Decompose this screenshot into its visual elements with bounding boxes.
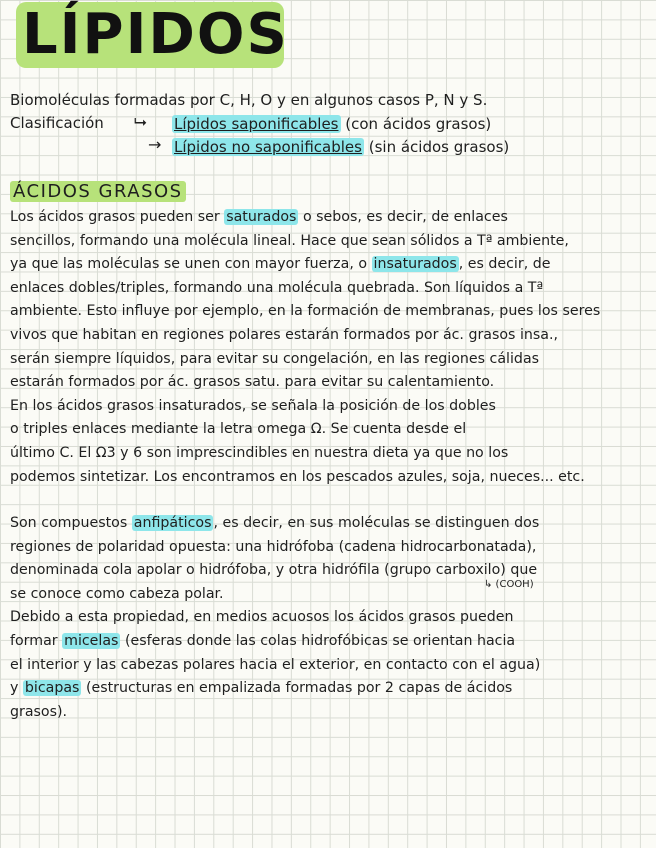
arrow-icon: ⮡ [134, 112, 147, 131]
text-line: Los ácidos grasos pueden ser saturados o sebos, es decir, de enlaces [10, 209, 508, 225]
intro-line: Biomoléculas formadas por C, H, O y en algunos casos P, N y S. [10, 91, 488, 109]
text-line: último C. El Ω3 y 6 son imprescindibles en nuestra dieta ya que no los [10, 444, 509, 461]
paragraph-acidos-grasos [10, 206, 650, 489]
class-item-no-saponificables [172, 137, 509, 157]
text-line: formar micelas (esferas donde las colas hidrofóbicas se orientan hacia [10, 632, 516, 649]
text-line: serán siempre líquidos, para evitar su congelación, en las regiones cálidas [10, 350, 540, 367]
text-line: vivos que habitan en regiones polares estarán formados por ác. grasos insa., [10, 326, 558, 343]
text-line: denominada cola apolar o hidrófoba, y otra hidrófila (grupo carboxilo) que [10, 562, 538, 579]
text-line: Son compuestos anfipáticos , es decir, en sus moléculas se distinguen dos [10, 515, 540, 531]
arrow-icon: → [148, 135, 162, 154]
text-line: o triples enlaces mediante la letra omega Ω. Se cuenta desde el [10, 421, 467, 438]
text-line: regiones de polaridad opuesta: una hidrófoba (cadena hidrocarbonatada), [10, 538, 537, 555]
text-line: enlaces dobles/triples, formando una molécula quebrada. Son líquidos a Tª [10, 279, 544, 296]
class2-label: Lípidos no saponificables [174, 138, 362, 156]
text-line: y bicapas (estructuras en empalizada formadas por 2 capas de ácidos [10, 680, 513, 697]
cooh-annotation: ↳ (COOH) [484, 579, 534, 590]
class1-note: (con ácidos grasos) [345, 115, 492, 133]
paragraph-anfipaticos [10, 512, 650, 724]
text-line: ya que las moléculas se unen con mayor fuerza, o insaturados , es decir, de [10, 256, 551, 273]
text-line: se conoce como cabeza polar. [10, 585, 224, 602]
class-item-saponificables [172, 114, 491, 134]
title-highlight [16, 2, 289, 68]
text-line: Debido a esta propiedad, en medios acuosos los ácidos grasos pueden [10, 609, 514, 626]
class1-label: Lípidos saponificables [174, 115, 339, 133]
text-line: sencillos, formando una molécula lineal. Hace que sean sólidos a Tª ambiente, [10, 232, 569, 249]
class2-note: (sin ácidos grasos) [368, 138, 510, 156]
text-line: ambiente. Esto influye por ejemplo, en la formación de membranas, pues los seres [10, 303, 601, 320]
text-line: podemos sintetizar. Los encontramos en los pescados azules, soja, nueces... etc. [10, 468, 585, 485]
clasificacion-label: Clasificación [10, 114, 104, 132]
section-title: ÁCIDOS GRASOS [10, 180, 186, 204]
text-line: estarán formados por ác. grasos satu. para evitar su calentamiento. [10, 374, 495, 391]
page-title: LÍPIDOS [22, 2, 289, 67]
text-line: el interior y las cabezas polares hacia el exterior, en contacto con el agua) [10, 656, 541, 673]
text-line: En los ácidos grasos insaturados, se señala la posición de los dobles [10, 397, 496, 414]
text-line: grasos). [10, 703, 68, 720]
